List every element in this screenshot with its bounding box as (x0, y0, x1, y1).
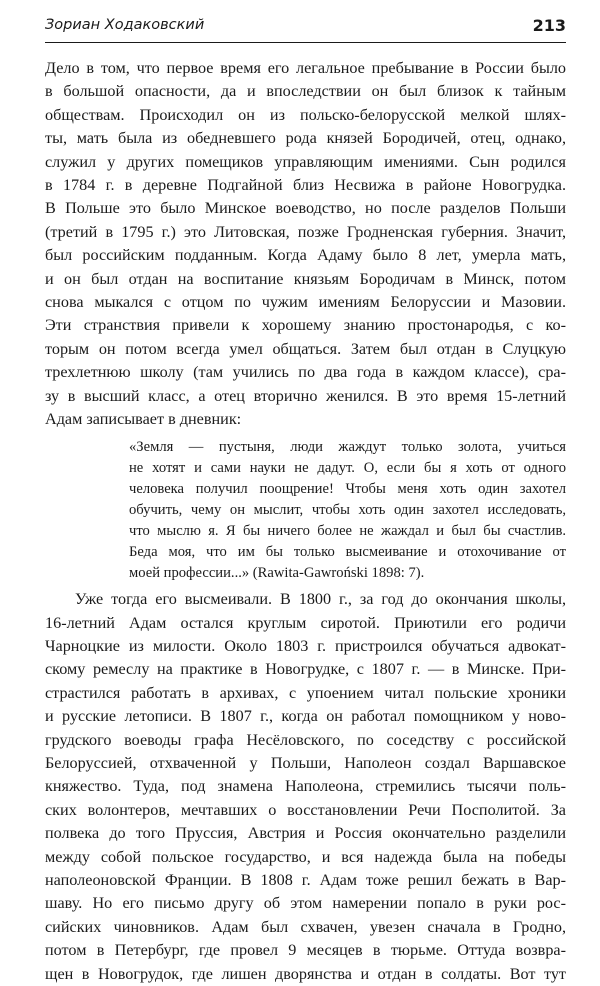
text-line: в 1784 г. в деревне Подгайной близ Несвижа в районе Новогрудка. (45, 176, 566, 195)
text-line: снова мыкался с отцом по чужим имениям Белоруссии и Мазовии. (45, 293, 566, 312)
text-line: в большой опасности, да и впоследствии он был близок к тайным (45, 82, 566, 101)
diary-quote (129, 437, 566, 585)
text-line: наполеоновской Франции. В 1808 г. Адам тоже решил бежать в Вар- (45, 871, 566, 890)
paragraph-1 (45, 57, 566, 432)
quote-line: Беда моя, что им бы только высмеивание и отохочивание от (129, 543, 566, 560)
text-line: служил у других помещиков управляющим имениями. Сын родился (45, 152, 566, 171)
text-line: между собой польское государство, и вся надежда была на победы (45, 847, 566, 866)
text-line: щен в Новогрудок, где лишен дворянства и отдан в солдаты. Вот тут (45, 964, 566, 983)
text-line: торым он потом всегда умел общаться. Затем был отдан в Слуцкую (45, 339, 566, 358)
header-rule (45, 42, 566, 43)
text-line: и он был отдан на воспитание князьям Бородичам в Минск, потом (45, 269, 566, 288)
text-line: 16-летний Адам остался круглым сиротой. Приютили его родичи (45, 613, 566, 632)
text-line: обществам. Происходил он из польско-белорусской мелкой шлях- (45, 105, 566, 124)
text-line: Адам записывает в дневник: (45, 410, 242, 429)
text-line: скому ремеслу на практике в Новогрудке, с 1807 г. — в Минске. При- (45, 660, 566, 679)
text-line: княжество. Туда, под знамена Наполеона, стремились тысячи поль- (45, 777, 566, 796)
quote-line: человека получил поощрение! Чтобы меня хоть один захотел (129, 480, 566, 497)
quote-line: «Земля — пустыня, люди жаждут только золота, учиться (129, 438, 566, 455)
running-head: Зориан Ходаковский (45, 17, 205, 33)
quote-line: не хотят и сами науки не дадут. О, если бы я хоть от одного (129, 459, 566, 476)
text-line: полвека до того Пруссия, Австрия и Россия окончательно разделили (45, 824, 566, 843)
text-line: ты, мать была из обедневшего рода князей Бородичей, отец, однако, (45, 129, 566, 148)
text-line: Эти странствия привели к хорошему знанию простонародья, с ко- (45, 316, 566, 335)
text-line: Чарноцкие из милости. Около 1803 г. пристроился обучаться адвокат- (45, 636, 566, 655)
paragraph-2 (45, 588, 566, 986)
page-number: 213 (532, 16, 566, 35)
quote-line: моей профессии...» (Rawita-Gawroński 1898: 7). (129, 565, 425, 582)
text-line: (третий в 1795 г.) это Литовская, позже Гродненская губерния. Значит, (45, 222, 566, 241)
text-line: был российским подданным. Когда Адаму было 8 лет, умерла мать, (45, 246, 566, 265)
text-line: трехлетнюю школу (там учились по два года в каждом классе), сра- (45, 363, 566, 382)
quote-line: обучить, чему он мыслит, чтобы хоть один захотел исследовать, (129, 501, 566, 518)
quote-line: что мыслю я. Я бы ничего более не жаждал и был бы счастлив. (129, 522, 566, 539)
text-line: и русские летописи. В 1807 г., когда он работал помощником у ново- (45, 707, 566, 726)
text-line: страстился работать в архивах, с упоением читал польские хроники (45, 683, 566, 702)
text-line: ских волонтеров, мечтавших о восстановлении Речи Посполитой. За (45, 800, 566, 819)
text-line: зу в высший класс, а отец вторично женился. В это время 15-летний (45, 386, 566, 405)
page-header (45, 14, 566, 38)
text-line: потом в Петербург, где провел 9 месяцев в тюрьме. Оттуда возвра- (45, 941, 566, 960)
text-line: шаву. Но его письмо другу об этом намерении попало в руки рос- (45, 894, 566, 913)
text-line: Уже тогда его высмеивали. В 1800 г., за год до окончания школы, (75, 590, 566, 609)
text-line: Белоруссией, отхваченной у Польши, Наполеон создал Варшавское (45, 754, 566, 772)
text-line: В Польше это было Минское воеводство, но после разделов Польши (45, 199, 566, 218)
text-line: сийских чиновников. Адам был схвачен, увезен сначала в Гродно, (45, 917, 566, 936)
text-line: грудского воеводы графа Несёловского, по соседству с российской (45, 730, 566, 749)
text-line: Дело в том, что первое время его легальное пребывание в России было (45, 59, 566, 77)
